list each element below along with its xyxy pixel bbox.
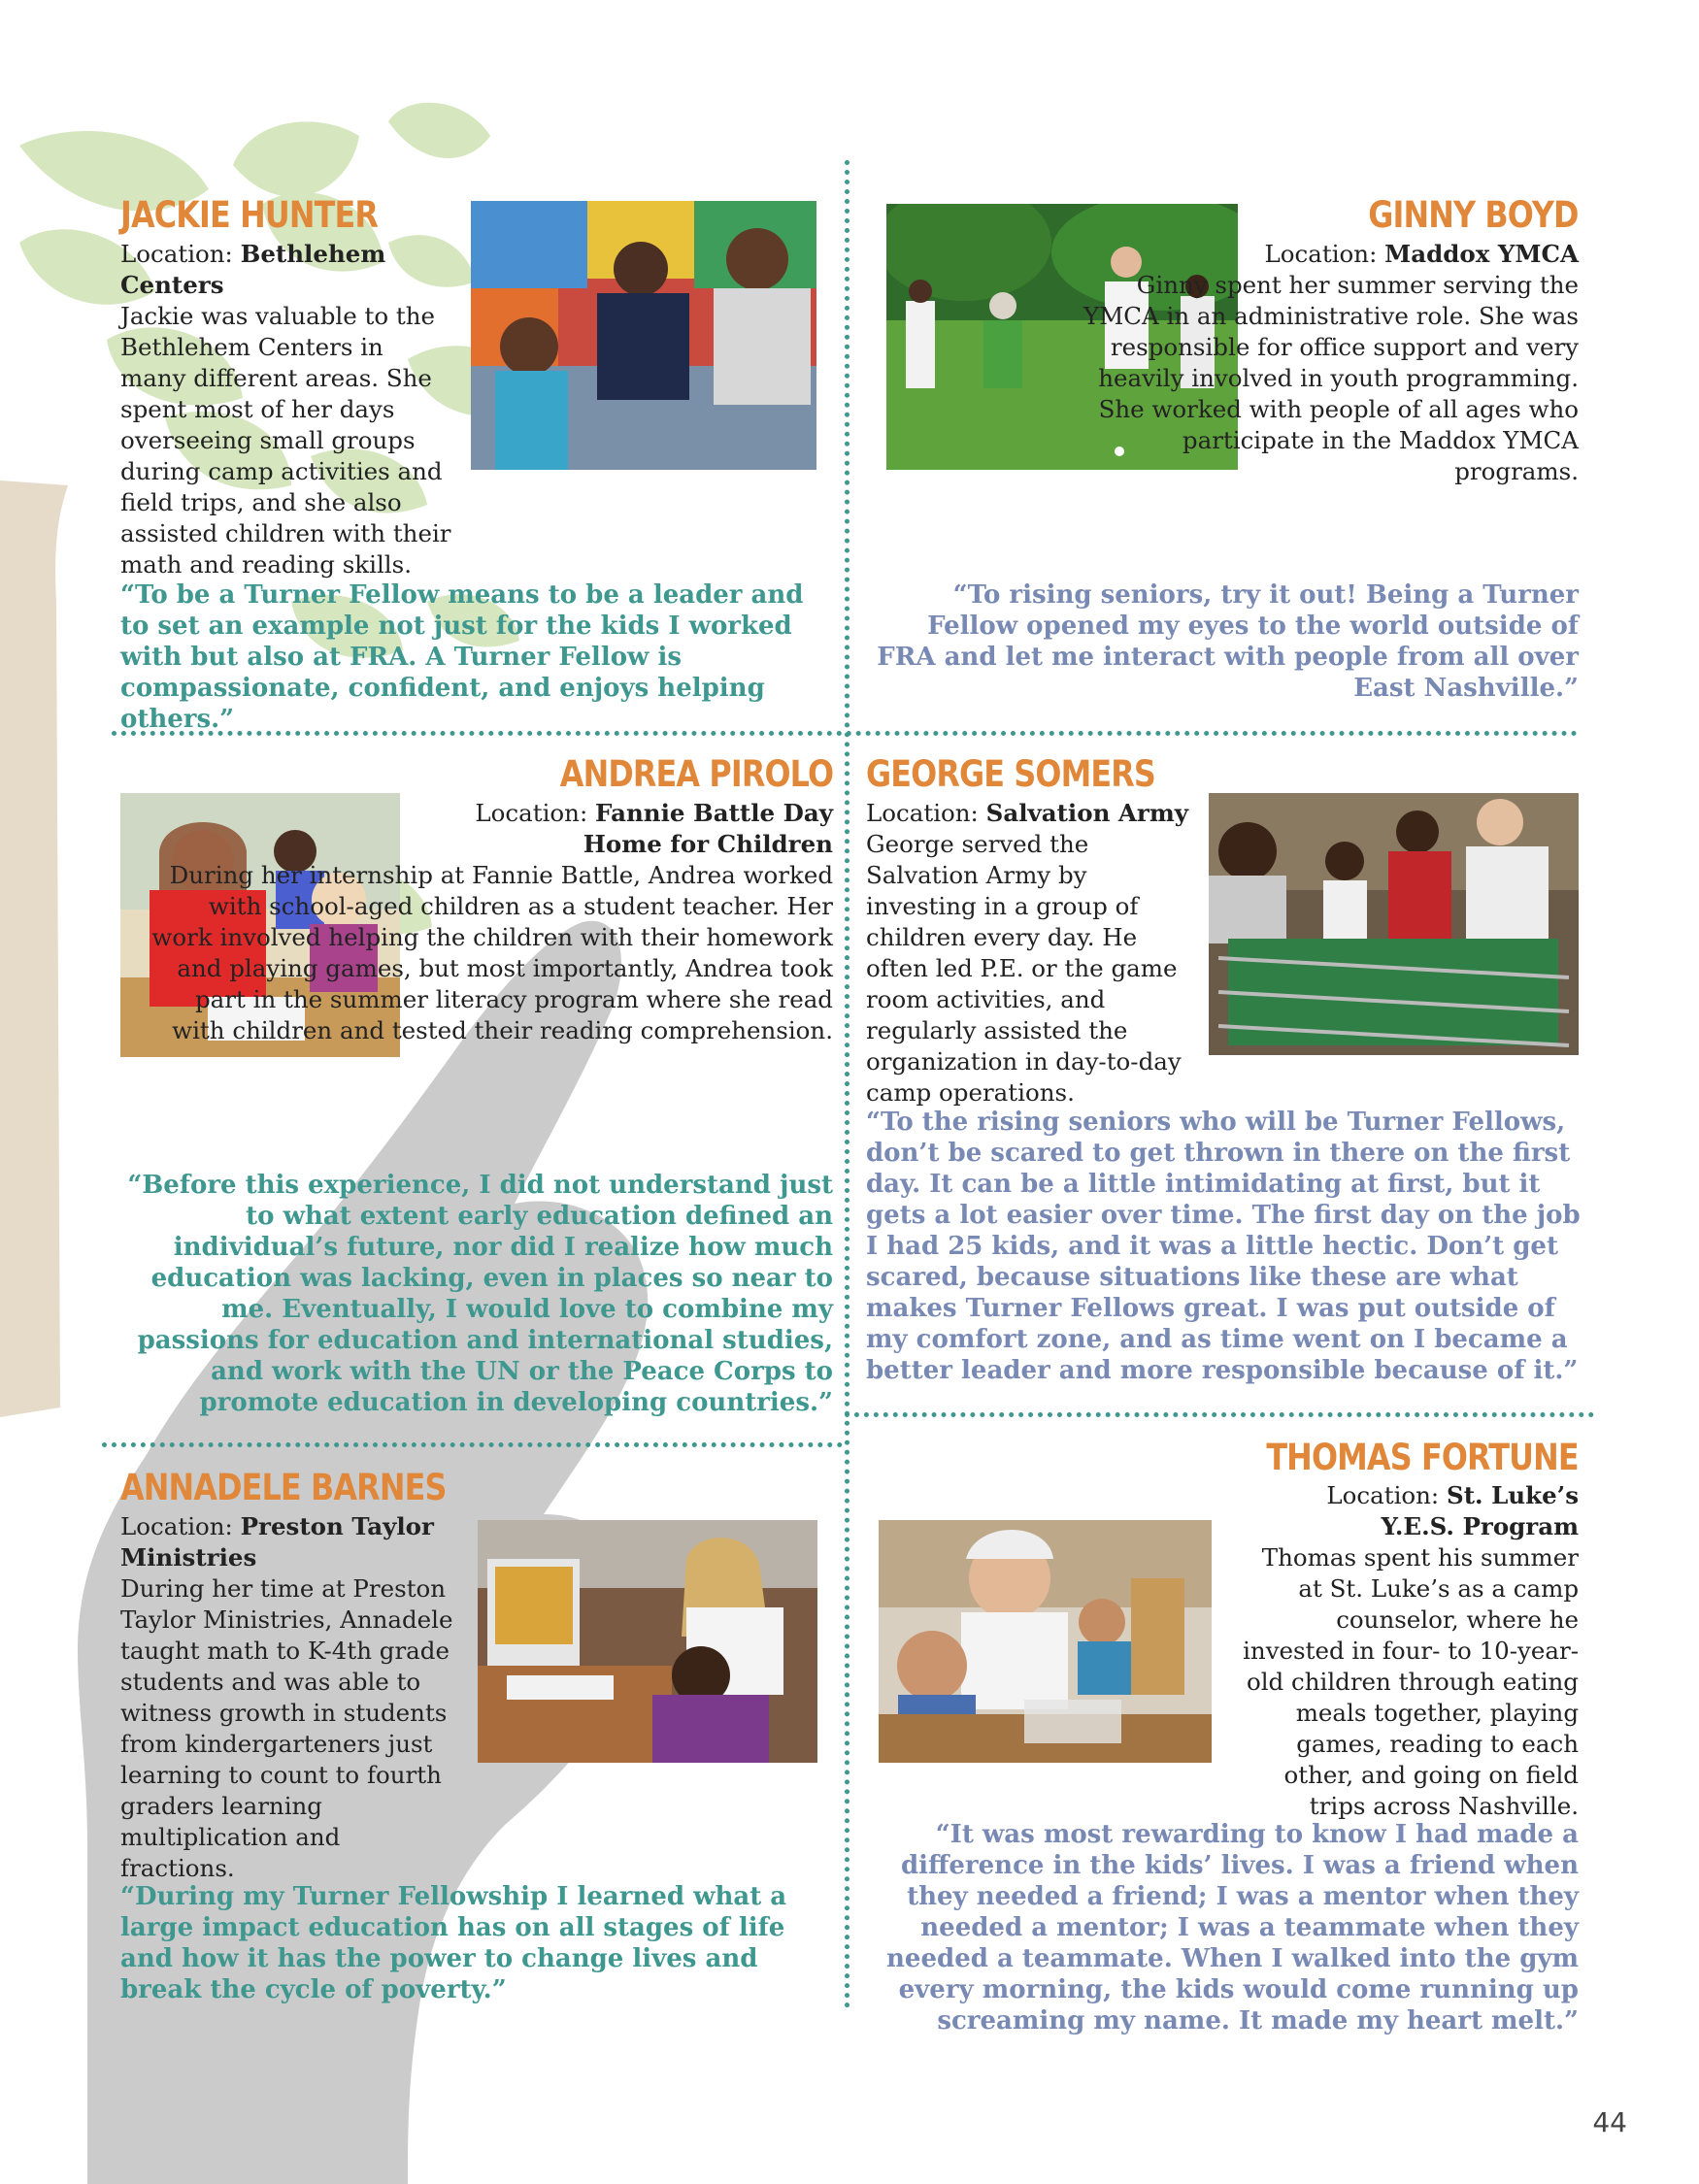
photo-foosball [1209, 793, 1579, 1055]
fellow-quote: “To rising seniors, try it out! Being a Turner Fellow opened my eyes to the world outside of FRA and let me interact with people from all over East Nashville.” [877, 580, 1579, 703]
vertical-divider [845, 160, 850, 2009]
fellow-quote: “Before this experience, I did not understand just to what extent early education defined an individual’s future, nor did I realize how much education was lacking, even in places so near to me. Eventually, I would love to combine my passions for education and international studies, and work with the UN or the Peace Corps to promote education in developing countries.” [127, 1171, 833, 1417]
fellow-quote: “To the rising seniors who will be Turner Fellows, don’t be scared to get thrown in there on the first day. It can be a little intimidating at first, but it gets a lot easier over time. The first day on the job I had 25 kids, and it was a little hectic. Don’t get scared, because situations like these are what makes Turner Fellows great. I was put outside of my comfort zone, and as time went on I became a better leader and more responsible because of it.” [866, 1108, 1581, 1385]
fellow-quote: “It was most rewarding to know I had made a difference in the kids’ lives. I was a friend when they needed a friend; I was a mentor when they needed a mentor; I was a teammate when they needed a teammate. When I walked into the gym every morning, the kids would come running up screaming my name. It made my heart melt.” [886, 1820, 1579, 2035]
fellow-name: ANNADELE BARNES [120, 1467, 447, 1508]
horizontal-divider-left-bottom [102, 1442, 843, 1447]
fellow-name: GEORGE SOMERS [866, 753, 1155, 795]
photo-kids-on-carpet-icon [471, 201, 816, 470]
photo-jenga-game [879, 1520, 1212, 1763]
fellow-bio: Location: Salvation Army George served the Salvation Army by investing in a group of children every day. He often led P.E. or the game room activities, and regularly assisted the organization in day-to-day camp operations. [866, 799, 1188, 1107]
photo-computer-lab [478, 1520, 817, 1763]
photo-foosball-icon [1209, 793, 1579, 1055]
fellow-name: JACKIE HUNTER [120, 194, 379, 236]
horizontal-divider-right-bottom [845, 1412, 1594, 1417]
photo-kids-on-carpet [471, 201, 816, 470]
photo-jenga-game-icon [879, 1520, 1212, 1763]
fellow-quote: “To be a Turner Fellow means to be a leader and to set an example not just for the kids I worked with but also at FRA. A Turner Fellow is compassionate, confident, and enjoys helping others.” [120, 580, 804, 734]
fellow-name: ANDREA PIROLO [559, 753, 833, 795]
fellow-bio: Location: Preston Taylor Ministries During her time at Preston Taylor Ministries, Annadele taught math to K-4th grade students and was able to witness growth in students from kindergarteners just learning to count to fourth graders learning multiplication and fractions. [120, 1512, 453, 1882]
fellow-name: GINNY BOYD [1368, 194, 1579, 236]
fellow-bio: Location: Fannie Battle Day Home for Children During her internship at Fannie Battle, Andrea worked with school-aged children as a student teacher. Her work involved helping the children with their homework and playing games, but most importantly, Andrea took part in the summer literacy program where she read with children and tested their reading comprehension. [151, 799, 833, 1044]
fellow-quote: “During my Turner Fellowship I learned what a large impact education has on all stages of life and how it has the power to change lives and break the cycle of poverty.” [120, 1882, 787, 2004]
photo-computer-lab-icon [478, 1520, 817, 1763]
fellow-name: THOMAS FORTUNE [1266, 1437, 1579, 1478]
fellow-bio: Location: Maddox YMCA Ginny spent her summer serving the YMCA in an administrative role. She was responsible for office support and very heavily involved in youth programming. She worked with people of all ages who participate in the Maddox YMCA programs. [1083, 240, 1579, 485]
page-number: 44 [1592, 2106, 1627, 2138]
fellow-bio: Location: St. Luke’s Y.E.S. Program Thomas spent his summer at St. Luke’s as a camp counselor, where he invested in four- to 10-year-old children through eating meals together, playing games, reading to each other, and going on field trips across Nashville. [1243, 1481, 1579, 1820]
fellow-bio: Location: Bethlehem Centers Jackie was valuable to the Bethlehem Centers in many different areas. She spent most of her days overseeing small groups during camp activities and field trips, and she also assisted children with their math and reading skills. [120, 240, 451, 579]
